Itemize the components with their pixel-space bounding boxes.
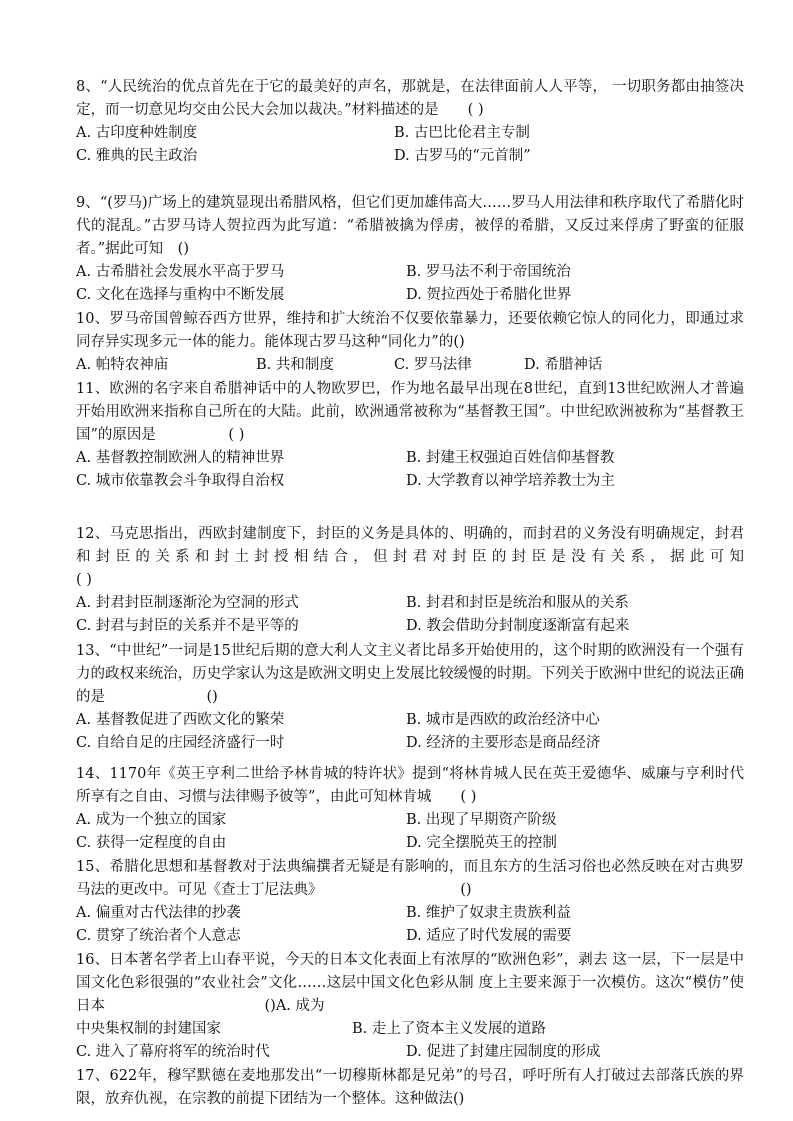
answer-bracket: () (177, 241, 189, 257)
option-c: C. 雅典的民主政治 (76, 148, 198, 164)
option-b: B. 维护了奴隶主贵族利益 (406, 905, 571, 921)
option-row (76, 709, 744, 732)
question-stem (76, 523, 744, 592)
question-text: 9、“(罗马)广场上的建筑显现出希腊风格，但它们更加雄伟高大……罗马人用法律和秩序取代了希腊化时代的混乱。”古罗马诗人贺拉西为此写道：“希腊被擒为俘虏，被俘的希腊，又反过来俘虏了野蛮的征服者。”据此可知 (76, 195, 744, 257)
option-d: D. 完全摆脱英王的控制 (406, 835, 557, 851)
question-stem (76, 949, 744, 1018)
option-row (76, 1018, 744, 1041)
question-stem (76, 76, 744, 122)
option-d: D. 适应了时代发展的需要 (406, 928, 572, 944)
question-text: 13、“中世纪”一词是15世纪后期的意大利人文主义者比昂多开始使用的，这个时期的欧洲没有一个强有力的政权来统治，历史学家认为这是欧洲文明史上发展比较缓慢的时期。下列关于欧洲中世纪的说法正确的是 (76, 643, 744, 705)
option-a: A. 古希腊社会发展水平高于罗马 (76, 264, 285, 280)
option-row (76, 615, 744, 638)
option-row (76, 447, 744, 470)
option-row (76, 592, 744, 615)
question-stem (76, 763, 744, 809)
question-text: 10、罗马帝国曾鲸吞西方世界，维持和扩大统治不仅要依靠暴力，还要依赖它惊人的同化力，即通过求同存异实现多元一体的能力。能体现古罗马这种“同化力”的() (76, 311, 744, 350)
answer-bracket: ( ) (460, 789, 477, 805)
answer-bracket: () (460, 882, 472, 898)
option-a: A. 古印度种姓制度 (76, 125, 198, 141)
option-row (76, 470, 744, 493)
question-11 (76, 378, 744, 493)
question-14 (76, 763, 744, 855)
option-b: B. 出现了早期资产阶级 (406, 812, 557, 828)
option-row (76, 925, 744, 948)
option-d: D. 促进了封建庄园制度的形成 (406, 1044, 601, 1060)
option-d: D. 经济的主要形态是商品经济 (406, 735, 601, 751)
question-text: 14、1170年《英王亨利二世给予林肯城的特许状》提到“将林肯城人民在英王爱德华、威廉与亨利时代所享有之自由、习惯与法律赐予彼等”，由此可知林肯城 (76, 766, 744, 805)
option-c: C. 进入了幕府将军的统治时代 (76, 1044, 270, 1060)
question-text: 8、“人民统治的优点首先在于它的最美好的声名，那就是，在法律面前人人平等， 一切职务都由抽签决定，而一切意见均交由公民大会加以裁决。”材料描述的是 (76, 79, 744, 118)
option-c: C. 自给自足的庄园经济盛行一时 (76, 735, 285, 751)
question-stem (76, 640, 744, 709)
option-a-continued: 中央集权制的封建国家 (76, 1021, 221, 1037)
question-17 (76, 1065, 744, 1111)
option-b: B. 封建王权强迫百姓信仰基督教 (406, 450, 615, 466)
question-stem (76, 856, 744, 902)
answer-bracket: () (206, 689, 218, 705)
question-8 (76, 76, 744, 168)
option-a: A. 封君封臣制逐渐沦为空洞的形式 (76, 595, 299, 611)
answer-bracket: ( ) (76, 572, 92, 588)
option-b: B. 罗马法不利于帝国统治 (406, 264, 571, 280)
question-10 (76, 308, 744, 377)
question-9 (76, 192, 744, 307)
answer-bracket: ()A. 成为 (264, 998, 325, 1014)
answer-bracket: ( ) (228, 427, 245, 443)
option-row (76, 261, 744, 284)
option-row (76, 354, 744, 377)
option-row (76, 809, 744, 832)
option-d: D. 大学教育以神学培养教士为主 (406, 473, 615, 489)
answer-bracket: ( ) (467, 102, 484, 118)
option-c: C. 贯穿了统治者个人意志 (76, 928, 241, 944)
option-row (76, 902, 744, 925)
question-stem (76, 192, 744, 261)
option-row (76, 284, 744, 307)
option-b: B. 走上了资本主义发展的道路 (352, 1021, 546, 1037)
option-b: B. 封君和封臣是统治和服从的关系 (406, 595, 629, 611)
option-b: B. 古巴比伦君主专制 (394, 125, 530, 141)
option-d: D. 教会借助分封制度逐渐富有起来 (406, 618, 630, 634)
question-text: 17、622年，穆罕默德在麦地那发出“一切穆斯林都是兄弟”的号召，呼吁所有人打破过去部落氏族的界限，放弃仇视，在宗教的前提下团结为一个整体。这种做法() (76, 1068, 744, 1107)
option-row (76, 732, 744, 755)
option-b: B. 共和制度 (256, 357, 334, 373)
option-a: A. 基督教控制欧洲人的精神世界 (76, 450, 285, 466)
option-c: C. 封君与封臣的关系并不是平等的 (76, 618, 299, 634)
option-d: D. 古罗马的“元首制” (394, 148, 531, 164)
question-15 (76, 856, 744, 948)
option-c: C. 文化在选择与重构中不断发展 (76, 287, 285, 303)
option-c: C. 获得一定程度的自由 (76, 835, 227, 851)
option-a: A. 偏重对古代法律的抄袭 (76, 905, 241, 921)
question-stem (76, 1065, 744, 1111)
question-13 (76, 640, 744, 755)
option-c: C. 城市依靠教会斗争取得自治权 (76, 473, 285, 489)
option-c: C. 罗马法律 (394, 357, 472, 373)
question-text: 16、日本著名学者上山春平说，今天的日本文化表面上有浓厚的“欧洲色彩”，剥去 这一层，下一层是中国文化色彩很强的“农业社会”文化……这层中国文化色彩从制 度上主要来源于一次模仿。这次“模仿”使日本 (76, 952, 744, 1014)
question-text: 12、马克思指出，西欧封建制度下，封臣的义务是具体的、明确的，而封君的义务没有明确规定，封君和封臣的关系和封土封授相结合，但封君对封臣的封臣是没有关系，据此可知 (76, 526, 744, 565)
option-a: A. 成为一个独立的国家 (76, 812, 227, 828)
question-text: 15、希腊化思想和基督教对于法典编撰者无疑是有影响的，而且东方的生活习俗也必然反映在对古典罗马法的更改中。可见《查士丁尼法典》 (76, 859, 744, 898)
question-text: 11、欧洲的名字来自希腊神话中的人物欧罗巴，作为地名最早出现在8世纪，直到13世纪欧洲人才普遍开始用欧洲来指称自己所在的大陆。此前，欧洲通常被称为“基督教王国”。中世纪欧洲被称为“基督教王国”的原因是 (76, 381, 744, 443)
option-a: A. 帕特农神庙 (76, 357, 169, 373)
option-b: B. 城市是西欧的政治经济中心 (406, 712, 600, 728)
question-12 (76, 523, 744, 638)
option-row (76, 145, 744, 168)
question-16 (76, 949, 744, 1064)
option-d: D. 希腊神话 (524, 357, 603, 373)
option-d: D. 贺拉西处于希腊化世界 (406, 287, 572, 303)
option-row (76, 1041, 744, 1064)
option-row (76, 122, 744, 145)
question-stem (76, 308, 744, 354)
option-row (76, 832, 744, 855)
question-stem (76, 378, 744, 447)
option-a: A. 基督教促进了西欧文化的繁荣 (76, 712, 285, 728)
